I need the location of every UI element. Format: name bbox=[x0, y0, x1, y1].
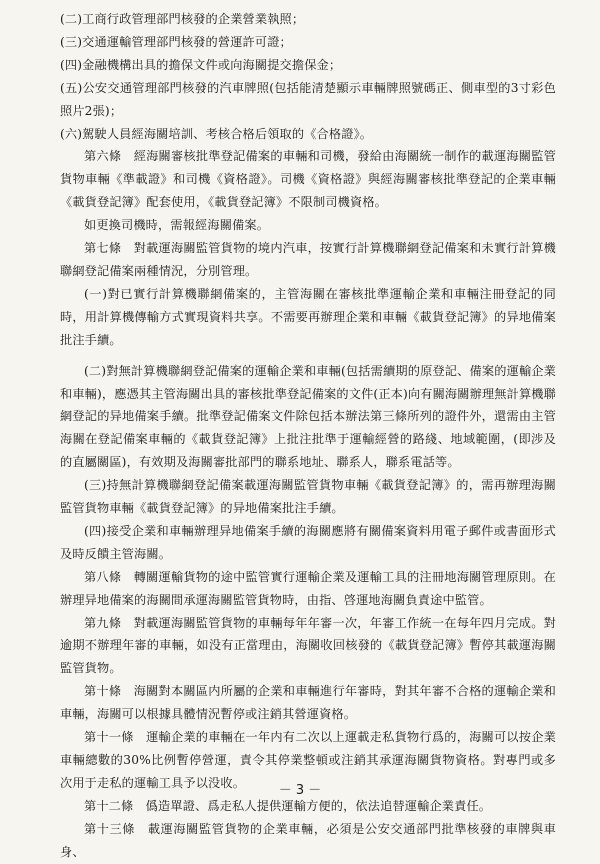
item-2-business-license: (二)工商行政管理部門核發的企業營業執照； bbox=[60, 12, 305, 26]
article-8: 第八條 轉關運輸貨物的途中監管實行運輸企業及運輸工具的注冊地海關管理原則。在辦理异地備案的海關間承運海關監管貨物時，由指、啓運地海關負責途中監管。 bbox=[60, 569, 556, 607]
article-7-item-3: (三)持無計算機聯網登記備案載運海關監管貨物車輛《載貨登記簿》的，需再辦理海關監管貨物車輛《載貨登記簿》的异地備案批注手續。 bbox=[60, 478, 556, 516]
article-10: 第十條 海關對本關區内所屬的企業和車輛進行年審時，對其年審不合格的運輸企業和車輛，海關可以根據具體情況暫停或注銷其營運資格。 bbox=[60, 684, 556, 722]
article-7-item-1: (一)對已實行計算機聯網備案的，主管海關在審核批準運輸企業和車輛注冊登記的同時，用計算機傳輸方式實現資料共享。不需要再辦理企業和車輛《載貨登記簿》的异地備案批注手續。 bbox=[60, 286, 556, 347]
article-7-item-2: (二)對無計算機聯網登記備案的運輸企業和車輛(包括需續期的原登記、備案的運輸企業和車輛)，應憑其主管海關出具的審核批準登記備案的文件(正本)向有關海關辦理無計算機聯網登記的异地備案手續。批準登記備案文件除包括本辦法第三條所列的證件外，還需由主管海關在登記備案車輛的《載貨登記簿》上批注批準于運輸經營的路綫、地域範圍，(即涉及的直屬關區)，有效期及海關審批部門的聯系地址、聯系人，聯系電話等。 bbox=[60, 363, 556, 470]
article-9: 第九條 對載運海關監管貨物的車輛每年年審一次，年審工作統一在每年四月完成。對逾期不辦理年審的車輛，如没有正當理由，海關收回核發的《載貨登記簿》暫停其載運海關監管貨物。 bbox=[60, 615, 556, 676]
item-5-license-plate: (五)公安交通管理部門核發的汽車牌照(包括能清楚顯示車輛牌照號碼正、側車型的3寸彩色照片2張)； bbox=[60, 80, 556, 118]
item-6-driver-certificate: (六)駕駛人員經海關培訓、考核合格后領取的《合格證》。 bbox=[60, 126, 373, 141]
article-6-driver-change: 如更換司機時，需報經海關備案。 bbox=[84, 218, 270, 233]
article-13: 第十三條 載運海關監管貨物的企業車輛，必須是公安交通部門批準核發的車牌與車身、 bbox=[60, 821, 556, 859]
page-number: － 3 － bbox=[278, 783, 322, 798]
article-11: 第十一條 運輸企業的車輛在一年内有二次以上運載走私貨物行爲的，海關可以按企業車輛總數的30%比例暫停營運，責令其停業整頓或注銷其承運海關貨物資格。對專門或多次用于走私的運輸工具予以没收。 bbox=[60, 730, 556, 790]
article-12: 第十二條 僞造單證、爲走私人提供運輸方便的，依法追替運輸企業責任。 bbox=[84, 798, 492, 813]
item-4-guarantee: (四)金融機構出具的擔保文件或向海關提交擔保金； bbox=[60, 57, 342, 72]
article-6: 第六條 經海關審核批準登記備案的車輛和司機，發給由海關統一制作的載運海關監管貨物車輛《準載證》和司機《資格證》。司機《資格證》與經海關審核批準登記的企業車輛《載貨登記簿》配套使用，《載貨登記簿》不限制司機資格。 bbox=[60, 149, 556, 210]
article-7: 第七條 對載運海關監管貨物的境内汽車，按實行計算機聯網登記備案和未實行計算機聯網登記備案兩種情況，分別管理。 bbox=[60, 241, 556, 278]
article-7-item-4: (四)接受企業和車輛辦理异地備案手續的海關應將有關備案資料用電子郵件或書面形式及時反饋主管海關。 bbox=[60, 523, 556, 561]
item-3-operating-permit: (三)交通運輸管理部門核發的營運許可證； bbox=[60, 34, 292, 49]
